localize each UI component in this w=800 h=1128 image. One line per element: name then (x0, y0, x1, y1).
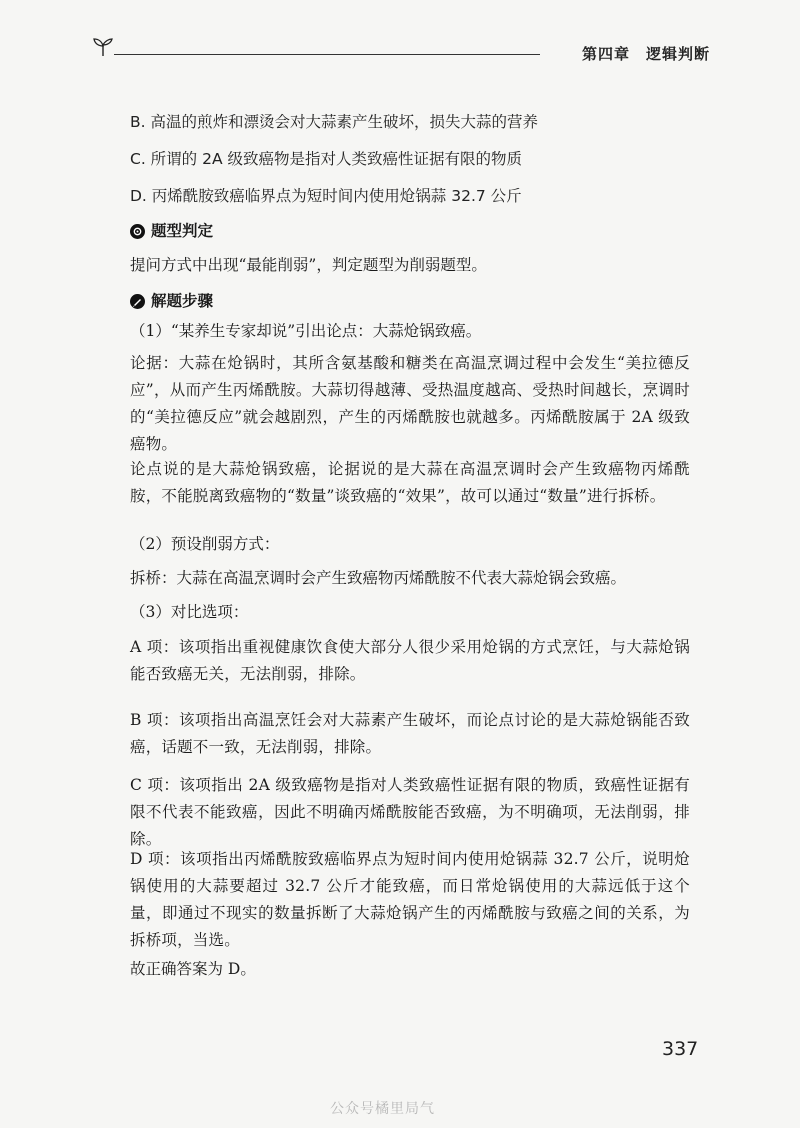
option-c-analysis: C 项：该项指出 2A 级致癌物是指对人类致癌性证据有限的物质，致癌性证据有限不代表不能致癌，因此不明确丙烯酰胺能否致癌，为不明确项，无法削弱，排除。 (130, 776, 690, 848)
evidence-paragraph: 论据：大蒜在炝锅时，其所含氨基酸和糖类在高温烹调过程中会发生“美拉德反应”，从而产生丙烯酰胺。大蒜切得越薄、受热温度越高、受热时间越长，烹调时的“美拉德反应”就会越剧烈，产生的丙烯酰胺也就越多。丙烯酰胺属于 2A 级致癌物。 (130, 354, 690, 453)
type-judgement-text: 提问方式中出现“最能削弱”，判定题型为削弱题型。 (130, 256, 487, 274)
step-2-text: （2）预设削弱方式： (130, 535, 280, 553)
sprout-icon (92, 36, 114, 58)
watermark: 公众号橘里局气 (330, 1101, 435, 1117)
section-heading-label: 解题步骤 (151, 292, 214, 310)
page-number: 337 (662, 1038, 699, 1060)
header-rule (114, 54, 540, 55)
analysis-paragraph: 论点说的是大蒜炝锅致癌，论据说的是大蒜在高温烹调时会产生致癌物丙烯酰胺，不能脱离致癌物的“数量”谈致癌的“效果”，故可以通过“数量”进行拆桥。 (130, 460, 690, 505)
pencil-icon (130, 294, 145, 309)
option-b-analysis: B 项：该项指出高温烹饪会对大蒜素产生破坏，而论点讨论的是大蒜炝锅能否致癌，话题不一致，无法削弱，排除。 (130, 711, 690, 756)
section-heading-label: 题型判定 (151, 222, 214, 240)
chapter-title: 第四章 逻辑判断 (581, 45, 710, 63)
page-header (92, 34, 710, 70)
step-3-text: （3）对比选项： (130, 603, 249, 621)
section-heading-steps (130, 290, 213, 312)
option-d-analysis: D 项：该项指出丙烯酰胺致癌临界点为短时间内使用炝锅蒜 32.7 公斤，说明炝锅使用的大蒜要超过 32.7 公斤才能致癌，而日常炝锅使用的大蒜远低于这个量，即通过不现实的数量拆断了大蒜炝锅产生的丙烯酰胺与致癌之间的关系，为拆桥项，当选。 (130, 850, 690, 949)
bridge-text: 拆桥：大蒜在高温烹调时会产生致癌物丙烯酰胺不代表大蒜炝锅会致癌。 (130, 569, 627, 587)
gear-icon (130, 224, 145, 239)
answer-text: 故正确答案为 D。 (130, 960, 256, 978)
step-1-text: （1）“某养生专家却说”引出论点：大蒜炝锅致癌。 (130, 322, 482, 340)
section-heading-type (130, 220, 213, 242)
option-b-line: B. 高温的煎炸和漂烫会对大蒜素产生破坏，损失大蒜的营养 (130, 113, 538, 131)
option-c-line: C. 所谓的 2A 级致癌物是指对人类致癌性证据有限的物质 (130, 150, 522, 168)
option-a-analysis: A 项：该项指出重视健康饮食使大部分人很少采用炝锅的方式烹饪，与大蒜炝锅能否致癌无关，无法削弱，排除。 (130, 638, 690, 683)
option-d-line: D. 丙烯酰胺致癌临界点为短时间内使用炝锅蒜 32.7 公斤 (130, 187, 522, 205)
